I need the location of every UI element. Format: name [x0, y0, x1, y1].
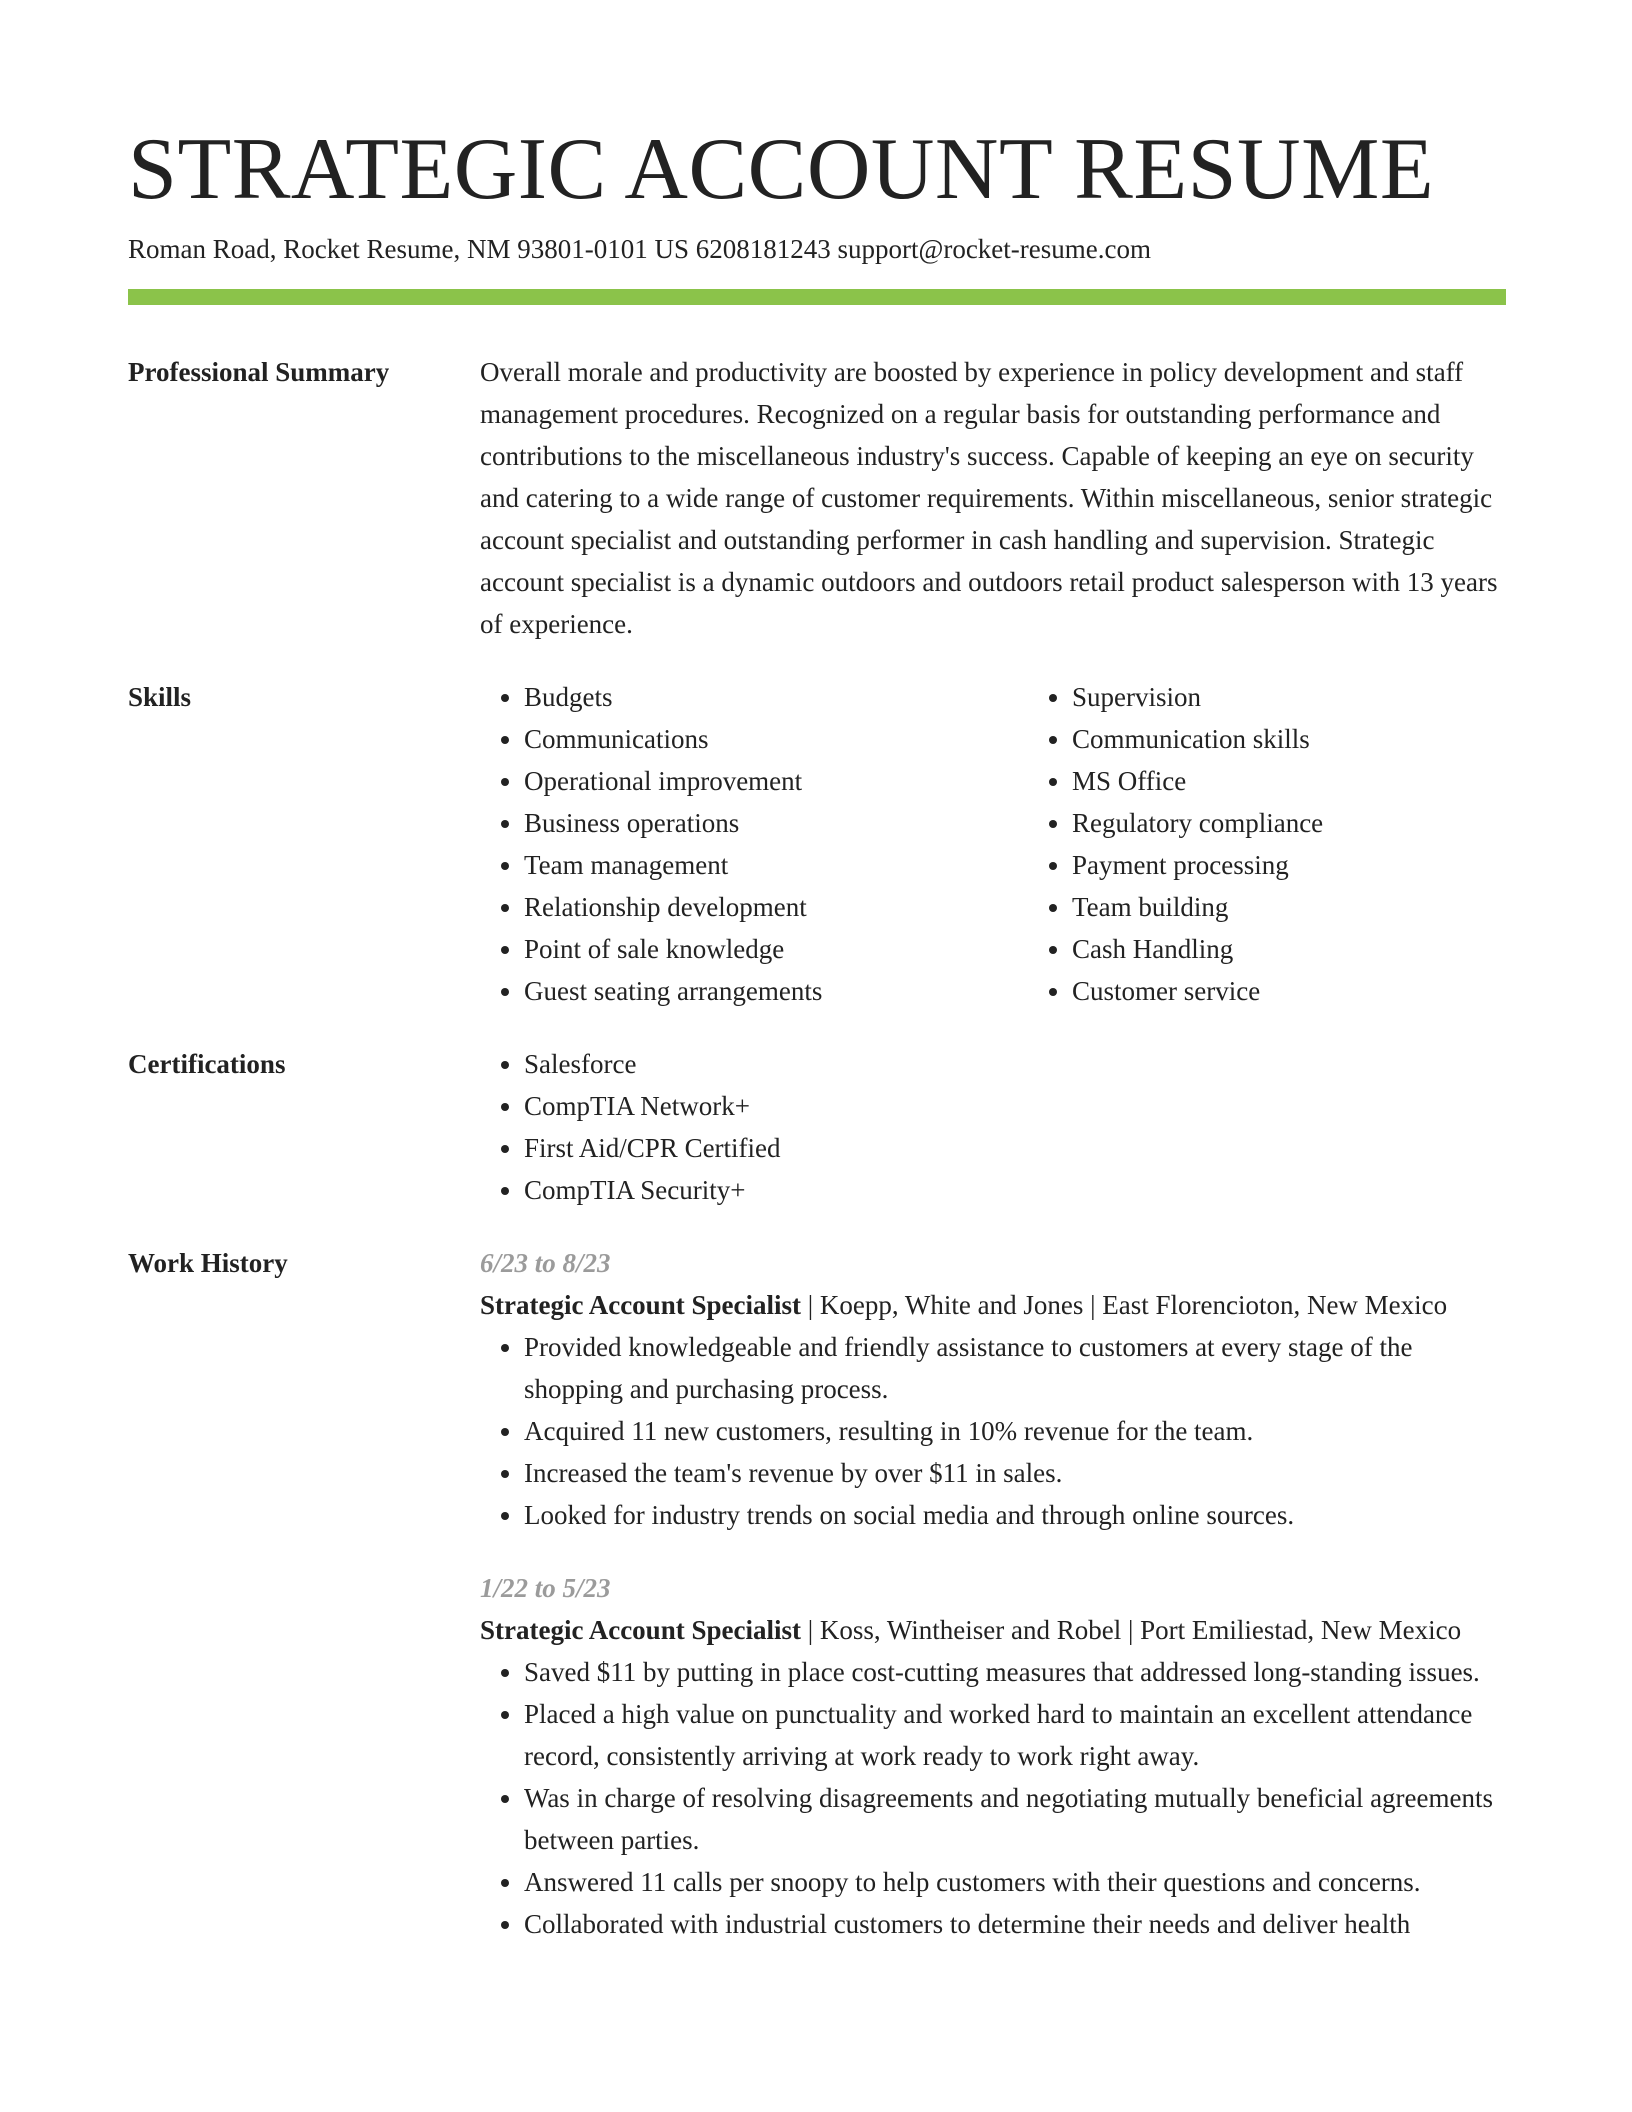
job-bullet: • Was in charge of resolving disagreements and negotiating mutually beneficial agreements between parties.	[524, 1777, 1506, 1861]
section-title-skills: Skills	[128, 682, 192, 712]
skill-item: • Communications	[524, 718, 1028, 760]
job-bullet: • Answered 11 calls per snoopy to help customers with their questions and concerns.	[524, 1861, 1506, 1903]
contact-line: Roman Road, Rocket Resume, NM 93801-0101 US 6208181243 support@rocket-resume.com	[128, 234, 1151, 264]
certifications-section	[128, 1043, 1506, 1211]
skill-item: • Payment processing	[1072, 844, 1506, 886]
resume-page	[128, 120, 1506, 1945]
work-history-section	[128, 1242, 1506, 1945]
skill-item: • Budgets	[524, 676, 1028, 718]
job-bullet: • Increased the team's revenue by over $11 in sales.	[524, 1452, 1506, 1494]
skills-columns	[480, 676, 1506, 1012]
skills-section	[128, 676, 1506, 1012]
job-bullet: • Looked for industry trends on social media and through online sources.	[524, 1494, 1506, 1536]
skill-item: • MS Office	[1072, 760, 1506, 802]
job-date: 6/23 to 8/23	[480, 1248, 611, 1278]
skill-item: • Cash Handling	[1072, 928, 1506, 970]
skills-list-left	[480, 676, 1028, 1012]
certification-item: • CompTIA Security+	[524, 1169, 1506, 1211]
certification-item: • Salesforce	[524, 1043, 1506, 1085]
skill-item: • Customer service	[1072, 970, 1506, 1012]
job-entry	[480, 1567, 1506, 1945]
job-details: | Koss, Wintheiser and Robel | Port Emiliestad, New Mexico	[800, 1615, 1462, 1645]
work-history-body	[480, 1242, 1506, 1945]
job-bullet-list	[480, 1326, 1506, 1536]
job-title: Strategic Account Specialist	[480, 1290, 801, 1320]
skill-item: • Communication skills	[1072, 718, 1506, 760]
summary-text: Overall morale and productivity are boosted by experience in policy development and staff management procedures. Recognized on a regular basis for outstanding performance and contributions to the miscellaneous industry's success. Capable of keeping an eye on security and catering to a wide range of customer requirements. Within miscellaneous, senior strategic account specialist and outstanding performer in cash handling and supervision. Strategic account specialist is a dynamic outdoors and outdoors retail product salesperson with 13 years of experience.	[480, 357, 1498, 639]
skill-item: • Business operations	[524, 802, 1028, 844]
job-date: 1/22 to 5/23	[480, 1573, 611, 1603]
job-heading	[480, 1284, 1506, 1326]
job-heading	[480, 1609, 1506, 1651]
skill-item: • Team management	[524, 844, 1028, 886]
summary-body	[480, 351, 1506, 645]
job-bullet: • Saved $11 by putting in place cost-cutting measures that addressed long-standing issues.	[524, 1651, 1506, 1693]
skill-item: • Supervision	[1072, 676, 1506, 718]
certification-item: • CompTIA Network+	[524, 1085, 1506, 1127]
job-title: Strategic Account Specialist	[480, 1615, 801, 1645]
job-bullet: • Placed a high value on punctuality and worked hard to maintain an excellent attendance record, consistently arriving at work ready to work right away.	[524, 1693, 1506, 1777]
skills-list-right	[1028, 676, 1506, 1012]
skill-item: • Point of sale knowledge	[524, 928, 1028, 970]
job-bullet-list	[480, 1651, 1506, 1945]
job-bullet: • Acquired 11 new customers, resulting in 10% revenue for the team.	[524, 1410, 1506, 1452]
certification-item: • First Aid/CPR Certified	[524, 1127, 1506, 1169]
certifications-list	[480, 1043, 1506, 1211]
skill-item: • Regulatory compliance	[1072, 802, 1506, 844]
skill-item: • Guest seating arrangements	[524, 970, 1028, 1012]
section-title-summary: Professional Summary	[128, 357, 390, 387]
skill-item: • Relationship development	[524, 886, 1028, 928]
job-bullet: • Provided knowledgeable and friendly assistance to customers at every stage of the shopping and purchasing process.	[524, 1326, 1506, 1410]
header-divider	[128, 289, 1506, 305]
summary-section	[128, 351, 1506, 645]
certifications-body	[480, 1043, 1506, 1211]
skill-item: • Operational improvement	[524, 760, 1028, 802]
resume-title: STRATEGIC ACCOUNT RESUME	[128, 121, 1435, 218]
job-bullet: • Collaborated with industrial customers to determine their needs and deliver health	[524, 1903, 1506, 1945]
section-title-work-history: Work History	[128, 1248, 288, 1278]
skill-item: • Team building	[1072, 886, 1506, 928]
section-title-certifications: Certifications	[128, 1049, 286, 1079]
job-entry	[480, 1242, 1506, 1536]
job-details: | Koepp, White and Jones | East Florencioton, New Mexico	[800, 1290, 1448, 1320]
